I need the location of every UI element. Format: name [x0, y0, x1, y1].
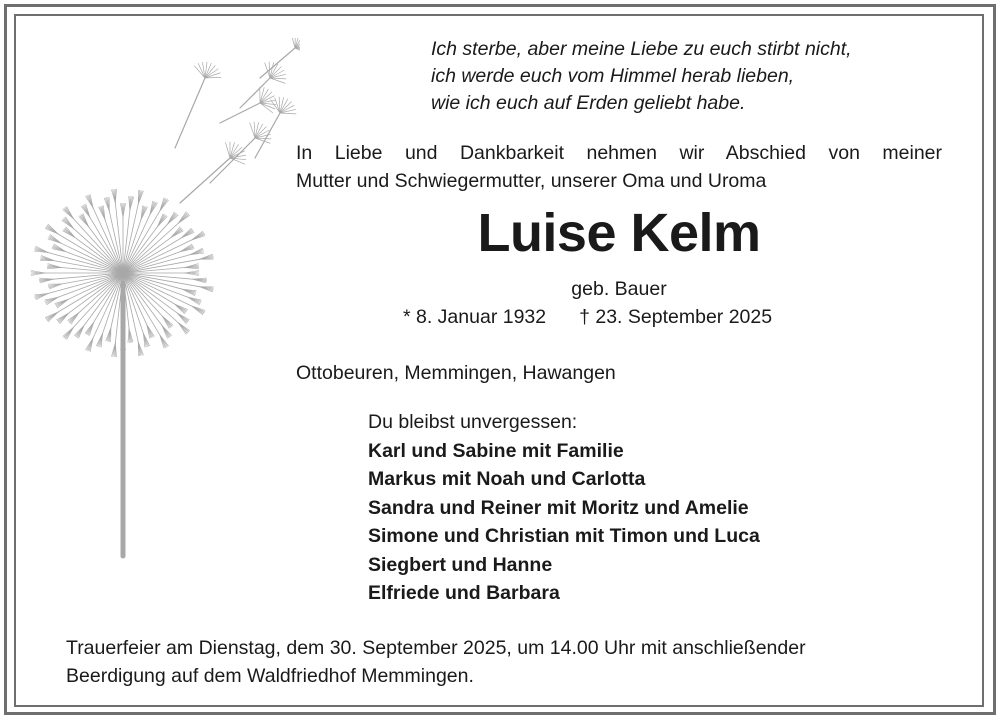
quote-line-2: ich werde euch vom Himmel herab lieben, — [431, 65, 795, 87]
intro-line-2: Mutter und Schwiegermutter, unserer Oma und Uroma — [296, 170, 767, 192]
intro-text — [296, 139, 942, 195]
maiden-name: geb. Bauer — [571, 278, 667, 300]
mourner-name: Sandra und Reiner mit Moritz und Amelie — [368, 496, 749, 519]
funeral-line-2: Beerdigung auf dem Waldfriedhof Memmingen. — [66, 665, 474, 687]
dandelion-icon — [30, 38, 300, 563]
quote-line-1: Ich sterbe, aber meine Liebe zu euch stirbt nicht, — [431, 38, 852, 60]
mourner-name: Elfriede und Barbara — [368, 582, 560, 604]
intro-line-1: In Liebe und Dankbarkeit nehmen wir Abschied von meiner — [296, 142, 942, 164]
birth-date: * 8. Januar 1932 — [403, 306, 547, 328]
mourners-list — [368, 408, 760, 608]
quote — [431, 36, 852, 117]
death-date: † 23. September 2025 — [579, 306, 773, 328]
places: Ottobeuren, Memmingen, Hawangen — [296, 362, 616, 384]
deceased-name: Luise Kelm — [477, 203, 761, 263]
mourners-heading: Du bleibst unvergessen: — [368, 411, 578, 433]
life-dates — [403, 304, 772, 330]
mourner-name: Karl und Sabine mit Familie — [368, 439, 624, 462]
mourner-name: Simone und Christian mit Timon und Luca — [368, 525, 760, 547]
mourner-name: Markus mit Noah und Carlotta — [368, 468, 646, 490]
funeral-info — [66, 634, 806, 690]
mourner-name: Siegbert und Hanne — [368, 553, 553, 576]
funeral-line-1: Trauerfeier am Dienstag, dem 30. September 2025, um 14.00 Uhr mit anschließender — [66, 637, 806, 659]
quote-line-3: wie ich euch auf Erden geliebt habe. — [431, 92, 746, 114]
